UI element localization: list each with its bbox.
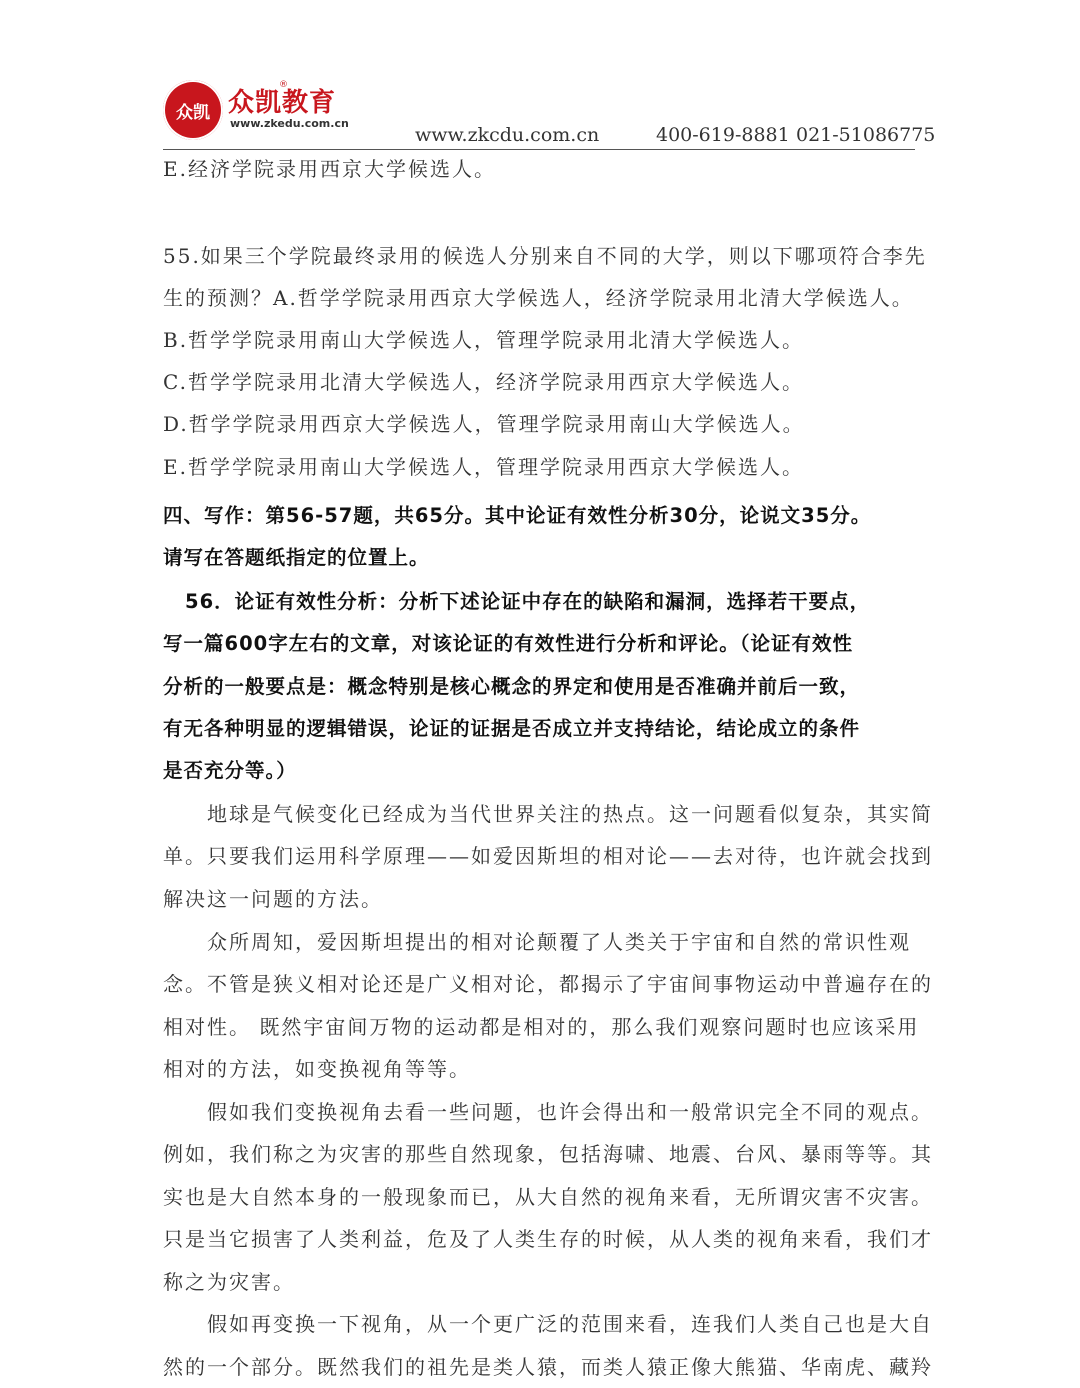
paragraph-line: 念。不管是狭义相对论还是广义相对论，都揭示了宇宙间事物运动中普遍存在的 (163, 972, 933, 996)
paragraph-line: 众所周知，爱因斯坦提出的相对论颠覆了人类关于宇宙和自然的常识性观 (207, 930, 911, 954)
paragraph-line: 地球是气候变化已经成为当代世界关注的热点。这一问题看似复杂，其实简 (207, 802, 933, 826)
brand-name: 众凯教育 (228, 88, 337, 118)
question-56-prompt: 56．论证有效性分析：分析下述论证中存在的缺陷和漏洞，选择若干要点， (185, 590, 871, 613)
question-56-prompt: 是否充分等。） (163, 759, 297, 782)
question-56-prompt: 写一篇600字左右的文章，对该论证的有效性进行分析和评论。（论证有效性 (163, 632, 853, 655)
option-c: C.哲学学院录用北清大学候选人，经济学院录用西京大学候选人。 (163, 370, 804, 394)
header-website: www.zkcdu.com.cn (415, 124, 600, 146)
option-d: D.哲学学院录用西京大学候选人，管理学院录用南山大学候选人。 (163, 412, 805, 436)
paragraph-line: 相对性。 既然宇宙间万物的运动都是相对的，那么我们观察问题时也应该采用 (163, 1015, 920, 1039)
brand-url: www.zkedu.com.cn (230, 117, 349, 130)
paragraph-line: 假如再变换一下视角，从一个更广泛的范围来看，连我们人类自己也是大自 (207, 1312, 933, 1336)
brand-logo-mark: 众凯 (163, 80, 223, 140)
paragraph-line: 解决这一问题的方法。 (163, 887, 383, 911)
paragraph-line: 单。只要我们运用科学原理——如爱因斯坦的相对论——去对待，也许就会找到 (163, 844, 933, 868)
question-55-line: 55.如果三个学院最终录用的候选人分别来自不同的大学，则以下哪项符合李先 (163, 244, 927, 268)
section-heading: 四、写作：第56-57题，共65分。其中论证有效性分析30分，论说文35分。 (163, 504, 872, 527)
question-56-prompt: 分析的一般要点是：概念特别是核心概念的界定和使用是否准确并前后一致， (163, 675, 861, 698)
question-56-prompt: 有无各种明显的逻辑错误，论证的证据是否成立并支持结论，结论成立的条件 (163, 717, 861, 740)
option-b: B.哲学学院录用南山大学候选人，管理学院录用北清大学候选人。 (163, 328, 805, 352)
page-header (0, 0, 1080, 150)
text-line: E.经济学院录用西京大学候选人。 (163, 157, 496, 181)
question-55-line: 生的预测？A.哲学学院录用西京大学候选人，经济学院录用北清大学候选人。 (163, 286, 914, 310)
paragraph-line: 只是当它损害了人类利益，危及了人类生存的时候，从人类的视角来看，我们才 (163, 1227, 933, 1251)
paragraph-line: 例如，我们称之为灾害的那些自然现象，包括海啸、地震、台风、暴雨等等。其 (163, 1142, 933, 1166)
section-heading: 请写在答题纸指定的位置上。 (163, 546, 430, 569)
paragraph-line: 然的一个部分。既然我们的祖先是类人猿，而类人猿正像大熊猫、华南虎、藏羚 (163, 1355, 933, 1379)
registered-mark: ® (279, 80, 288, 90)
header-phone-1: 400-619-8881 (656, 124, 790, 146)
paragraph-line: 称之为灾害。 (163, 1270, 295, 1294)
header-divider (163, 149, 915, 150)
option-e: E.哲学学院录用南山大学候选人，管理学院录用西京大学候选人。 (163, 455, 804, 479)
header-phone-2: 021-51086775 (796, 124, 936, 146)
paragraph-line: 实也是大自然本身的一般现象而已，从大自然的视角来看，无所谓灾害不灾害。 (163, 1185, 933, 1209)
paragraph-line: 假如我们变换视角去看一些问题，也许会得出和一般常识完全不同的观点。 (207, 1100, 933, 1124)
paragraph-line: 相对的方法，如变换视角等等。 (163, 1057, 471, 1081)
